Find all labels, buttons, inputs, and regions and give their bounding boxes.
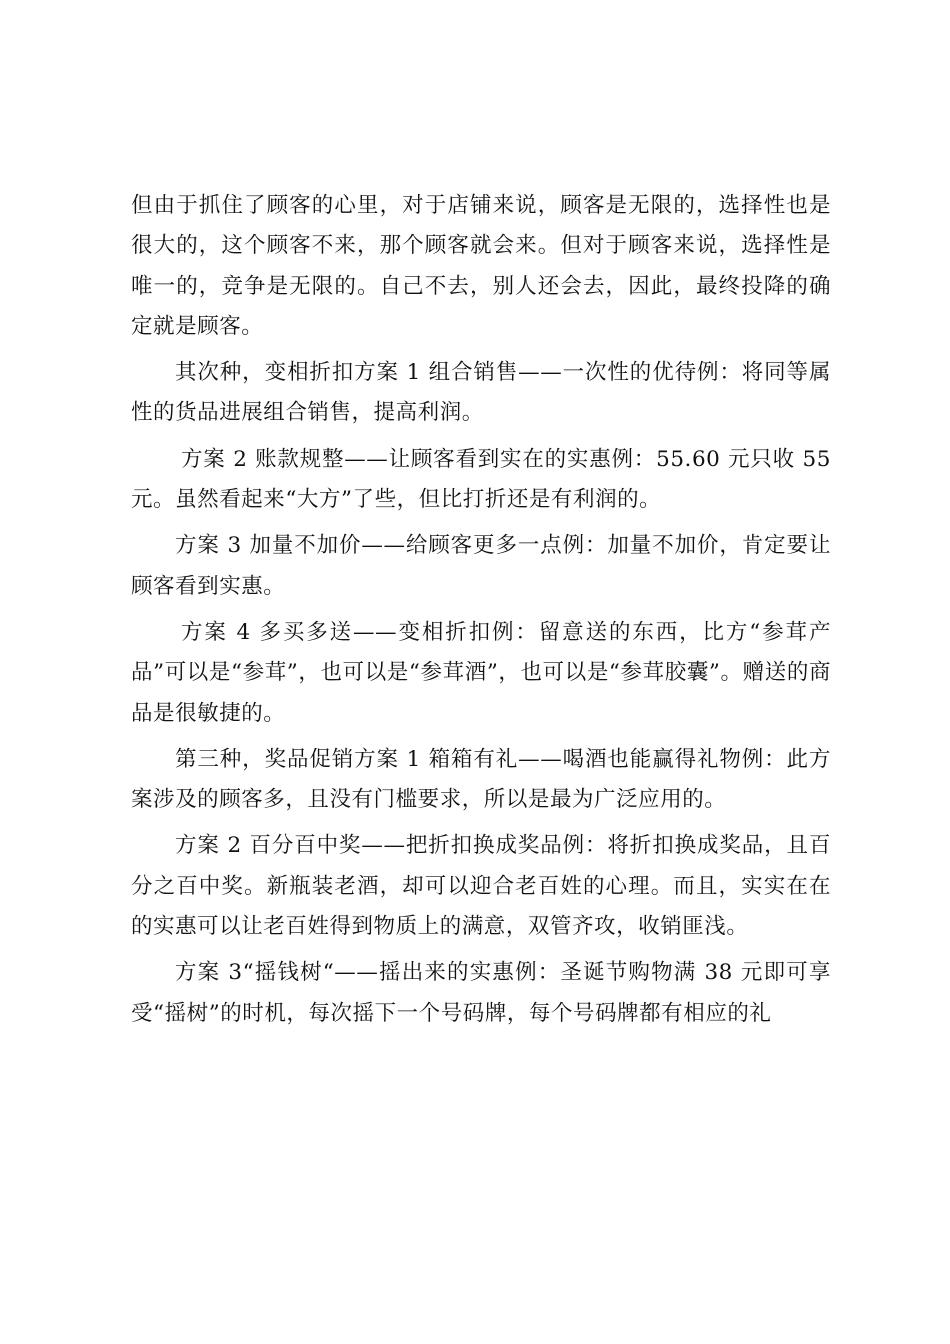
document-body — [131, 186, 831, 1040]
paragraph-5: 方案 4 多买多送——变相折扣例：留意送的东西，比方“参茸产品”可以是“参茸”，也可以是“参茸酒”，也可以是“参茸胶囊”。赠送的商品是很敏捷的。 — [131, 619, 831, 726]
paragraph-3: 方案 2 账款规整——让顾客看到实在的实惠例：55.60 元只收 55 元。虽然看起来“大方”了些，但比打折还是有利润的。 — [131, 446, 831, 513]
paragraph-2: 其次种，变相折扣方案 1 组合销售——一次性的优待例：将同等属性的货品进展组合销售，提高利润。 — [131, 360, 831, 426]
paragraph-8: 方案 3“摇钱树“——摇出来的实惠例：圣诞节购物满 38 元即可享受“摇树”的时机，每次摇下一个号码牌，每个号码牌都有相应的礼 — [131, 960, 831, 1026]
paragraph-4: 方案 3 加量不加价——给顾客更多一点例：加量不加价，肯定要让顾客看到实惠。 — [131, 533, 831, 599]
paragraph-7: 方案 2 百分百中奖——把折扣换成奖品例：将折扣换成奖品，且百分之百中奖。新瓶装老酒，却可以迎合老百姓的心理。而且，实实在在的实惠可以让老百姓得到物质上的满意，双管齐攻，收销匪浅。 — [131, 833, 831, 940]
paragraph-6: 第三种，奖品促销方案 1 箱箱有礼——喝酒也能赢得礼物例：此方案涉及的顾客多，且没有门槛要求，所以是最为广泛应用的。 — [131, 746, 831, 813]
paragraph-1: 但由于抓住了顾客的心里，对于店铺来说，顾客是无限的，选择性也是很大的，这个顾客不来，那个顾客就会来。但对于顾客来说，选择性是唯一的，竞争是无限的。自己不去，别人还会去，因此，最终投降的确定就是顾客。 — [131, 193, 831, 339]
